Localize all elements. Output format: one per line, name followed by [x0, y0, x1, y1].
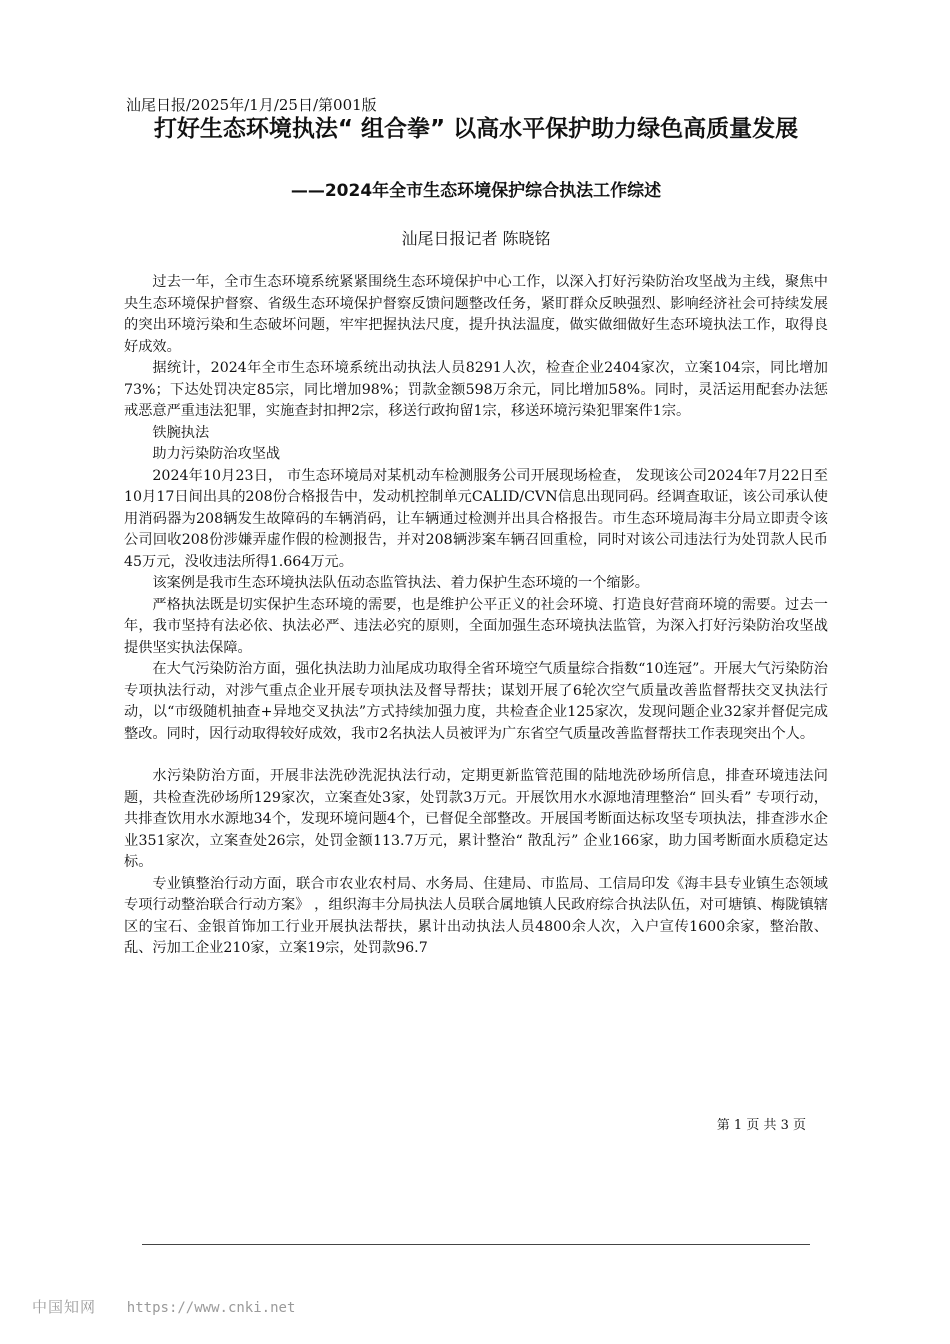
- cnki-url-link[interactable]: https://www.cnki.net: [126, 1300, 296, 1316]
- section-heading: 铁腕执法: [152, 424, 210, 441]
- cnki-logo-text: 中国知网: [32, 1298, 97, 1316]
- paragraph: 过去一年，全市生态环境系统紧紧围绕生态环境保护中心工作，以深入打好污染防治攻坚战为主线，聚焦中央生态环境保护督察、省级生态环境保护督察反馈问题整改任务，紧盯群众反映强烈、影响经济社会可持续发展的突出环境污染和生态破坏问题，牢牢把握执法尺度，提升执法温度，做实做细做好生态环境执法工作，取得良好成效。: [124, 274, 828, 355]
- author-byline: 汕尾日报记者 陈晓铭: [401, 229, 551, 248]
- article-body: [124, 272, 828, 960]
- article-subtitle: ——2024年全市生态环境保护综合执法工作综述: [290, 181, 662, 201]
- article-title: 打好生态环境执法“ 组合拳” 以高水平保护助力绿色高质量发展: [153, 116, 799, 142]
- paragraph: 据统计，2024年全市生态环境系统出动执法人员8291人次，检查企业2404家次，立案104宗，同比增加73%；下达处罚决定85宗，同比增加98%；罚款金额598万余元，同比增加58%。同时，灵活运用配套办法惩戒恶意严重违法犯罪，实施查封扣押2宗，移送行政拘留1宗，移送环境污染犯罪案件1宗。: [124, 360, 828, 419]
- section-subheading: 助力污染防治攻坚战: [152, 446, 281, 462]
- paragraph: 2024年10月23日， 市生态环境局对某机动车检测服务公司开展现场检查， 发现该公司2024年7月22日至10月17日间出具的208份合格报告中，发动机控制单元CALID/CVN信息出现同码。经调查取证，该公司承认使用消码器为208辆发生故障码的车辆消码，让车辆通过检测并出具合格报告。市生态环境局海丰分局立即责令该公司回收208份涉嫌弄虚作假的检测报告，并对208辆涉案车辆召回重检，同时对该公司违法行为处罚款人民币45万元，没收违法所得1.664万元。: [124, 467, 828, 570]
- footer-divider: [142, 1244, 810, 1245]
- paragraph: 严格执法既是切实保护生态环境的需要，也是维护公平正义的社会环境、打造良好营商环境的需要。过去一年，我市坚持有法必依、执法必严、违法必究的原则，全面加强生态环境执法监管，为深入打好污染防治攻坚战提供坚实执法保障。: [124, 596, 828, 656]
- page-number: 第 1 页 共 3 页: [716, 1118, 806, 1133]
- footer: [32, 1296, 295, 1317]
- paragraph: 专业镇整治行动方面，联合市农业农村局、水务局、住建局、市监局、工信局印发《海丰县专业镇生态领域专项行动整治联合行动方案》 ，组织海丰分局执法人员联合属地镇人民政府综合执法队伍，对可塘镇、梅陇镇辖区的宝石、金银首饰加工行业开展执法帮扶，累计出动执法人员4800余人次，入户宣传1600余家，整治散、乱、污加工企业210家，立案19宗，处罚款96.7: [124, 875, 828, 956]
- paragraph: 该案例是我市生态环境执法队伍动态监管执法、着力保护生态环境的一个缩影。: [152, 575, 649, 591]
- paragraph: 水污染防治方面，开展非法洗砂洗泥执法行动，定期更新监管范围的陆地洗砂场所信息，排查环境违法问题，共检查洗砂场所129家次，立案查处3家，处罚款3万元。开展饮用水水源地清理整治“ 回头看” 专项行动，共排查饮用水水源地34个，发现环境问题4个，已督促全部整改。开展国考断面达标攻坚专项执法，排查涉水企业351家次，立案查处26宗，处罚金额113.7万元，累计整治“ 散乱污” 企业166家，助力国考断面水质稳定达标。: [124, 768, 828, 870]
- paragraph: 在大气污染防治方面，强化执法助力汕尾成功取得全省环境空气质量综合指数“10连冠”。开展大气污染防治专项执法行动，对涉气重点企业开展专项执法及督导帮扶；谋划开展了6轮次空气质量改善监督帮扶交叉执法行动，以“市级随机抽查+异地交叉执法”方式持续加强力度，共检查企业125家次，发现问题企业32家并督促完成整改。同时，因行动取得较好成效，我市2名执法人员被评为广东省空气质量改善监督帮扶工作表现突出个人。: [124, 661, 828, 742]
- newspaper-source: 汕尾日报/2025年/1月/25日/第001版: [126, 96, 377, 114]
